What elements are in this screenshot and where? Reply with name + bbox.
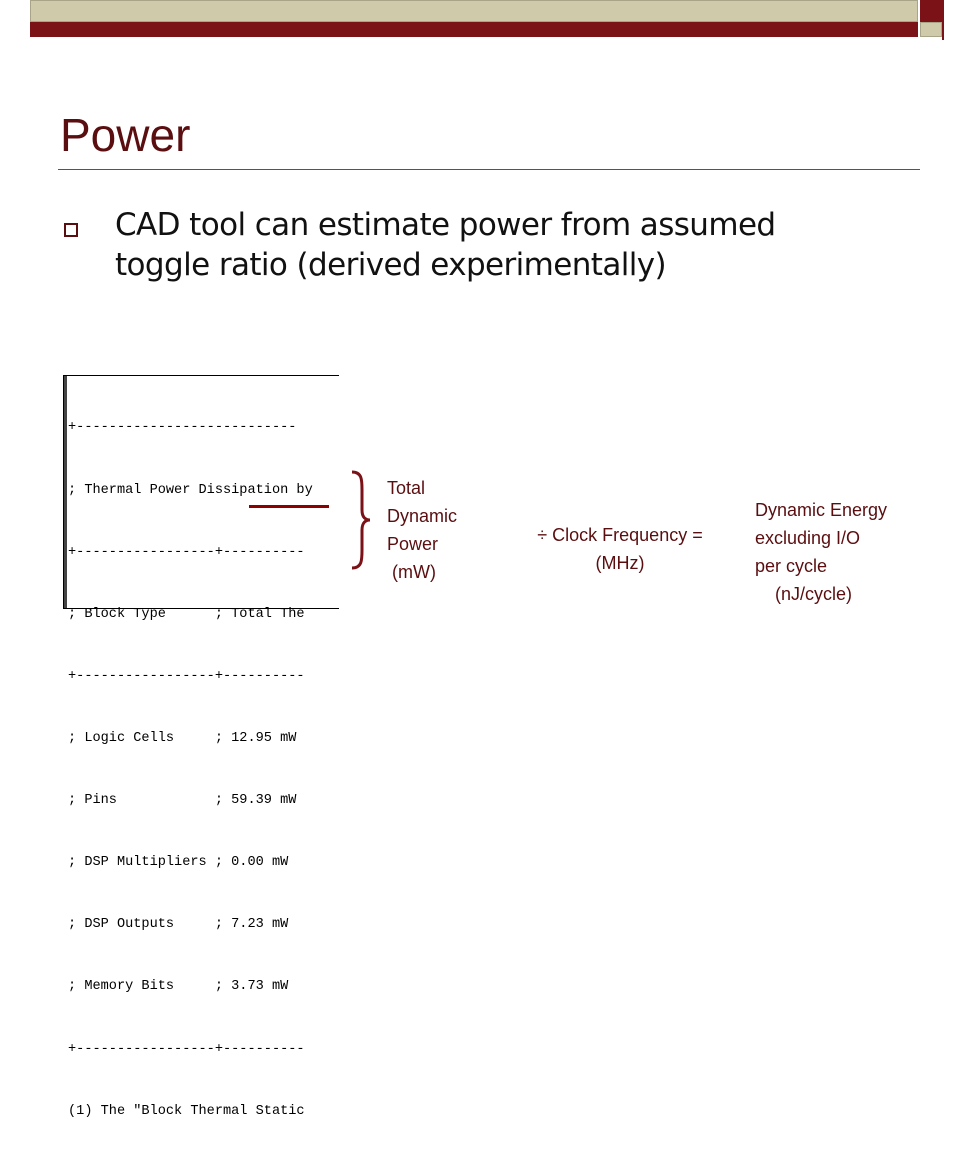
top-decoration-bar [0,0,960,40]
clock-frequency-label [500,521,740,577]
report-line: +-----------------+---------- [68,668,305,684]
report-line: ; Thermal Power Dissipation by [68,482,313,498]
report-line: ; DSP Outputs ; 7.23 mW [68,917,289,933]
report-line: +-----------------+---------- [68,544,305,560]
label-line: Power [387,534,439,554]
label-line: (nJ/cycle) [755,584,853,604]
curly-brace-icon [348,470,372,570]
report-line: ; Memory Bits ; 3.73 mW [68,979,289,995]
square-bullet-icon [64,223,78,237]
label-line: Total [387,478,426,498]
label-line: Dynamic [387,506,458,526]
report-line: (1) The "Block Thermal Static [68,1103,305,1119]
label-line: Dynamic Energy [755,500,888,520]
corner-vertical-line [942,0,944,40]
label-line: excluding I/O [755,528,861,548]
corner-tan-square [920,22,942,37]
report-line: +--------------------------- [68,420,297,436]
total-dynamic-power-label [387,474,457,586]
report-line: ; Logic Cells ; 12.95 mW [68,730,297,746]
report-line: +-----------------+---------- [68,1041,305,1057]
label-line: (mW) [387,562,436,582]
label-line: ÷ Clock Frequency = [537,525,703,545]
top-tan-band [30,0,918,22]
label-line: per cycle [755,556,828,576]
pins-strikethrough [249,505,329,508]
report-line: ; Block Type ; Total The [68,606,305,622]
label-line: (MHz) [595,553,645,573]
power-report-screenshot [63,375,339,1119]
corner-red-square [920,0,942,22]
dynamic-energy-label [755,496,887,608]
report-line: ; DSP Multipliers ; 0.00 mW [68,855,289,871]
top-red-band [30,22,918,37]
report-line: ; Pins ; 59.39 mW [68,793,297,809]
slide-title: Power [60,109,191,161]
bullet-text: CAD tool can estimate power from assumed toggle ratio (derived experimentally) [115,207,776,283]
title-underline [58,169,920,170]
report-left-border [64,376,67,608]
